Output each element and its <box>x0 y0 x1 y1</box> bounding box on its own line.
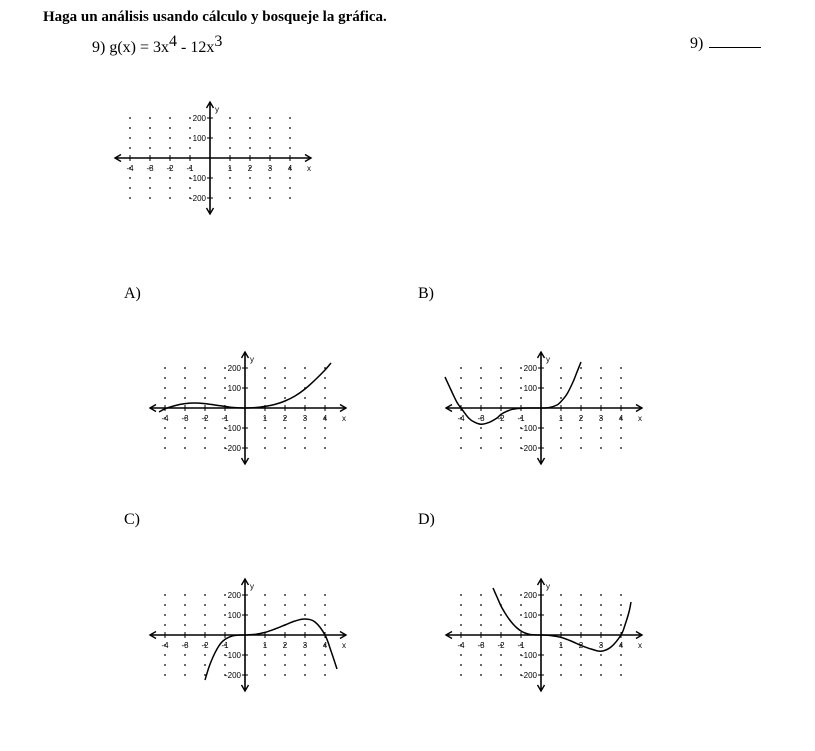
grid-dot <box>600 614 602 616</box>
answer-number: 9) <box>690 35 704 52</box>
y-tick-label: 100 <box>192 134 206 143</box>
grid-dot <box>500 654 502 656</box>
x-tick-label: 3 <box>302 641 308 650</box>
grid-dot <box>600 624 602 626</box>
function-exp1: 4 <box>169 33 178 50</box>
option-b-label[interactable]: B) <box>418 285 434 302</box>
function-middle: - 12x <box>177 39 215 56</box>
y-tick-label: 200 <box>192 114 206 123</box>
grid-dot <box>600 674 602 676</box>
grid-dot <box>480 654 482 656</box>
grid-dot <box>460 664 462 666</box>
grid-dot <box>520 614 522 616</box>
x-tick-label: -3 <box>146 164 154 173</box>
grid-dot <box>480 624 482 626</box>
grid-dot <box>480 594 482 596</box>
y-tick-label: -200 <box>189 194 206 203</box>
x-tick-label: -3 <box>477 414 485 423</box>
grid-dot <box>460 614 462 616</box>
x-axis-label: x <box>638 414 642 423</box>
x-tick-label: -4 <box>161 641 169 650</box>
x-tick-label: 2 <box>578 414 584 423</box>
grid-dot <box>460 604 462 606</box>
x-tick-label: 2 <box>282 414 288 423</box>
grid-dot <box>620 674 622 676</box>
grid-dot <box>620 664 622 666</box>
x-tick-label: 1 <box>262 641 268 650</box>
y-tick-label: -100 <box>520 651 537 660</box>
grid-dot <box>560 624 562 626</box>
grid-dot <box>580 654 582 656</box>
y-tick-label: -200 <box>520 444 537 453</box>
grid-dot <box>620 614 622 616</box>
y-tick-label: -100 <box>224 651 241 660</box>
x-tick-label: 2 <box>247 164 253 173</box>
grid-dot <box>560 614 562 616</box>
x-tick-label: 1 <box>227 164 233 173</box>
grid-dot <box>620 654 622 656</box>
grid-dot <box>500 594 502 596</box>
grid-dot <box>460 674 462 676</box>
x-tick-label: -3 <box>181 414 189 423</box>
function-prefix: g(x) = 3x <box>109 39 170 56</box>
grid-dot <box>520 604 522 606</box>
x-tick-label: -4 <box>457 641 465 650</box>
grid-dot <box>600 604 602 606</box>
x-tick-label: 3 <box>598 641 604 650</box>
grid-dot <box>520 594 522 596</box>
y-axis-label: y <box>546 355 550 364</box>
y-tick-label: 100 <box>227 384 241 393</box>
x-tick-label: -4 <box>457 414 465 423</box>
y-tick-label: -100 <box>224 424 241 433</box>
y-tick-label: -200 <box>224 444 241 453</box>
grid-dot <box>520 624 522 626</box>
y-tick-label: 200 <box>523 364 537 373</box>
grid-dot <box>600 654 602 656</box>
grid-dot <box>620 624 622 626</box>
grid-dot <box>580 594 582 596</box>
x-axis-label: x <box>342 641 346 650</box>
grid-dot <box>500 614 502 616</box>
grid-dot <box>560 674 562 676</box>
x-tick-label: -1 <box>186 164 194 173</box>
grid-dot <box>520 664 522 666</box>
x-tick-label: 2 <box>282 641 288 650</box>
x-axis-label: x <box>342 414 346 423</box>
x-tick-label: -1 <box>221 641 229 650</box>
x-tick-label: 3 <box>267 164 273 173</box>
grid-dot <box>580 674 582 676</box>
grid-dot <box>600 594 602 596</box>
y-tick-label: 200 <box>227 364 241 373</box>
grid-dot <box>460 594 462 596</box>
x-tick-label: -1 <box>517 641 525 650</box>
x-tick-label: 1 <box>558 414 564 423</box>
grid-dot <box>500 624 502 626</box>
x-axis-label: x <box>307 164 311 173</box>
grid-dot <box>480 674 482 676</box>
x-tick-label: -2 <box>166 164 174 173</box>
x-tick-label: 1 <box>262 414 268 423</box>
graph-group <box>446 579 642 691</box>
y-tick-label: -200 <box>224 671 241 680</box>
x-tick-label: -2 <box>497 641 505 650</box>
x-tick-label: -3 <box>181 641 189 650</box>
y-tick-label: -200 <box>520 671 537 680</box>
grid-dot <box>480 604 482 606</box>
grid-dot <box>620 604 622 606</box>
x-tick-label: 4 <box>618 641 624 650</box>
x-tick-label: 4 <box>322 641 328 650</box>
x-tick-label: 3 <box>598 414 604 423</box>
x-tick-label: -2 <box>201 414 209 423</box>
y-axis-label: y <box>250 355 254 364</box>
y-tick-label: 100 <box>523 611 537 620</box>
grid-dot <box>560 664 562 666</box>
y-axis-label: y <box>546 582 550 591</box>
grid-dot <box>500 664 502 666</box>
x-axis-label: x <box>638 641 642 650</box>
grid-dot <box>620 594 622 596</box>
y-axis-label: y <box>215 105 219 114</box>
option-c-label[interactable]: C) <box>124 511 140 528</box>
grid-dot <box>460 624 462 626</box>
grid-dot <box>500 674 502 676</box>
y-tick-label: -100 <box>520 424 537 433</box>
instructions: Haga un análisis usando cálculo y bosqueje la gráfica. <box>43 9 387 25</box>
x-tick-label: -1 <box>221 414 229 423</box>
y-tick-label: 100 <box>227 611 241 620</box>
grid-dot <box>580 664 582 666</box>
x-tick-label: 4 <box>618 414 624 423</box>
grid-dot <box>580 624 582 626</box>
grid-dot <box>480 614 482 616</box>
x-tick-label: 1 <box>558 641 564 650</box>
x-tick-label: -3 <box>477 641 485 650</box>
grid-dot <box>600 664 602 666</box>
x-tick-label: -4 <box>126 164 134 173</box>
x-tick-label: -1 <box>517 414 525 423</box>
x-tick-label: 2 <box>578 641 584 650</box>
function-exp2: 3 <box>214 33 223 50</box>
x-tick-label: -4 <box>161 414 169 423</box>
grid-dot <box>560 654 562 656</box>
option-d-label[interactable]: D) <box>418 511 435 528</box>
y-tick-label: 200 <box>227 591 241 600</box>
grid-dot <box>560 604 562 606</box>
grid-dot <box>560 594 562 596</box>
grid-dot <box>580 614 582 616</box>
option-a-label[interactable]: A) <box>124 285 141 302</box>
y-tick-label: -100 <box>189 174 206 183</box>
question-number: 9) <box>92 39 106 56</box>
x-tick-label: 3 <box>302 414 308 423</box>
y-axis-label: y <box>250 582 254 591</box>
x-tick-label: 4 <box>287 164 293 173</box>
grid-dot <box>480 664 482 666</box>
x-tick-label: 4 <box>322 414 328 423</box>
grid-dot <box>460 654 462 656</box>
x-tick-label: -2 <box>201 641 209 650</box>
y-tick-label: 200 <box>523 591 537 600</box>
grid-dot <box>580 604 582 606</box>
y-tick-label: 100 <box>523 384 537 393</box>
x-tick-label: -2 <box>497 414 505 423</box>
